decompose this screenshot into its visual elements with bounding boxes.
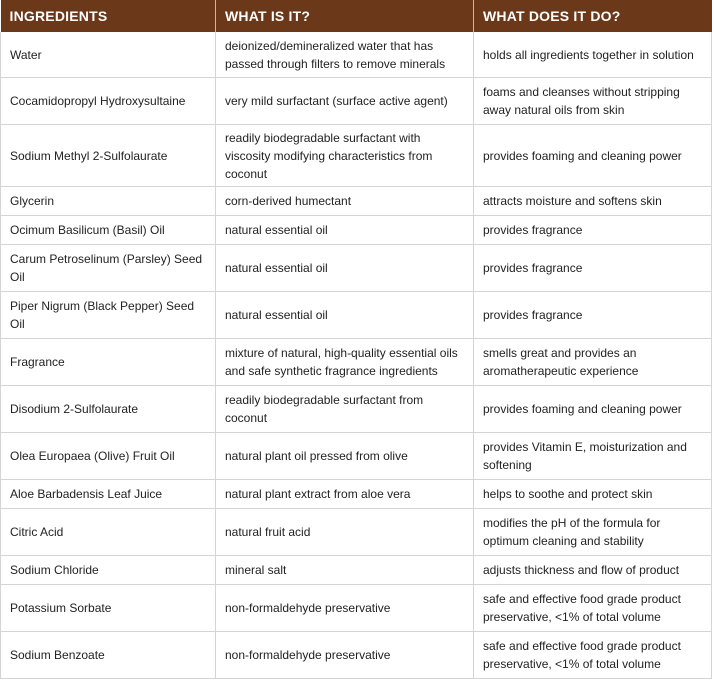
does-cell: modifies the pH of the formula for optimum cleaning and stability xyxy=(474,509,712,556)
ingredient-cell: Ocimum Basilicum (Basil) Oil xyxy=(1,216,216,245)
header-ingredients: INGREDIENTS xyxy=(1,0,216,32)
does-cell: safe and effective food grade product preservative, <1% of total volume xyxy=(474,632,712,679)
ingredient-cell: Disodium 2-Sulfolaurate xyxy=(1,386,216,433)
ingredient-cell: Olea Europaea (Olive) Fruit Oil xyxy=(1,433,216,480)
ingredient-cell: Potassium Sorbate xyxy=(1,585,216,632)
what-cell: deionized/demineralized water that has passed through filters to remove minerals xyxy=(216,32,474,78)
ingredient-cell: Cocamidopropyl Hydroxysultaine xyxy=(1,78,216,125)
table-row xyxy=(1,632,712,679)
does-cell: foams and cleanses without stripping away natural oils from skin xyxy=(474,78,712,125)
does-cell: adjusts thickness and flow of product xyxy=(474,556,712,585)
ingredient-cell: Water xyxy=(1,32,216,78)
does-cell: attracts moisture and softens skin xyxy=(474,187,712,216)
table-row xyxy=(1,216,712,245)
what-cell: natural essential oil xyxy=(216,216,474,245)
ingredient-cell: Sodium Benzoate xyxy=(1,632,216,679)
does-cell: provides foaming and cleaning power xyxy=(474,386,712,433)
what-cell: natural essential oil xyxy=(216,245,474,292)
what-cell: corn-derived humectant xyxy=(216,187,474,216)
ingredient-cell: Carum Petroselinum (Parsley) Seed Oil xyxy=(1,245,216,292)
table-row xyxy=(1,433,712,480)
ingredient-cell: Glycerin xyxy=(1,187,216,216)
table-row xyxy=(1,187,712,216)
what-cell: natural plant oil pressed from olive xyxy=(216,433,474,480)
ingredient-cell: Piper Nigrum (Black Pepper) Seed Oil xyxy=(1,292,216,339)
ingredient-cell: Aloe Barbadensis Leaf Juice xyxy=(1,480,216,509)
table-row xyxy=(1,480,712,509)
header-what-is-it: WHAT IS IT? xyxy=(216,0,474,32)
what-cell: readily biodegradable surfactant with viscosity modifying characteristics from coconut xyxy=(216,125,474,187)
ingredient-cell: Citric Acid xyxy=(1,509,216,556)
does-cell: provides Vitamin E, moisturization and softening xyxy=(474,433,712,480)
table-row xyxy=(1,245,712,292)
what-cell: natural essential oil xyxy=(216,292,474,339)
table-row xyxy=(1,292,712,339)
does-cell: smells great and provides an aromatherapeutic experience xyxy=(474,339,712,386)
what-cell: non-formaldehyde preservative xyxy=(216,632,474,679)
what-cell: very mild surfactant (surface active agent) xyxy=(216,78,474,125)
does-cell: holds all ingredients together in solution xyxy=(474,32,712,78)
ingredient-cell: Sodium Methyl 2-Sulfolaurate xyxy=(1,125,216,187)
does-cell: provides fragrance xyxy=(474,245,712,292)
table-row xyxy=(1,585,712,632)
table-row xyxy=(1,509,712,556)
table-row xyxy=(1,78,712,125)
header-what-does-it-do: WHAT DOES IT DO? xyxy=(474,0,712,32)
table-row xyxy=(1,556,712,585)
table-row xyxy=(1,339,712,386)
what-cell: mixture of natural, high-quality essential oils and safe synthetic fragrance ingredients xyxy=(216,339,474,386)
what-cell: natural plant extract from aloe vera xyxy=(216,480,474,509)
what-cell: readily biodegradable surfactant from coconut xyxy=(216,386,474,433)
table-row xyxy=(1,125,712,187)
what-cell: natural fruit acid xyxy=(216,509,474,556)
table-row xyxy=(1,32,712,78)
table-row xyxy=(1,386,712,433)
does-cell: safe and effective food grade product preservative, <1% of total volume xyxy=(474,585,712,632)
does-cell: provides fragrance xyxy=(474,292,712,339)
does-cell: provides foaming and cleaning power xyxy=(474,125,712,187)
ingredient-cell: Fragrance xyxy=(1,339,216,386)
does-cell: helps to soothe and protect skin xyxy=(474,480,712,509)
what-cell: non-formaldehyde preservative xyxy=(216,585,474,632)
does-cell: provides fragrance xyxy=(474,216,712,245)
ingredient-cell: Sodium Chloride xyxy=(1,556,216,585)
table-header-row xyxy=(1,0,712,32)
what-cell: mineral salt xyxy=(216,556,474,585)
